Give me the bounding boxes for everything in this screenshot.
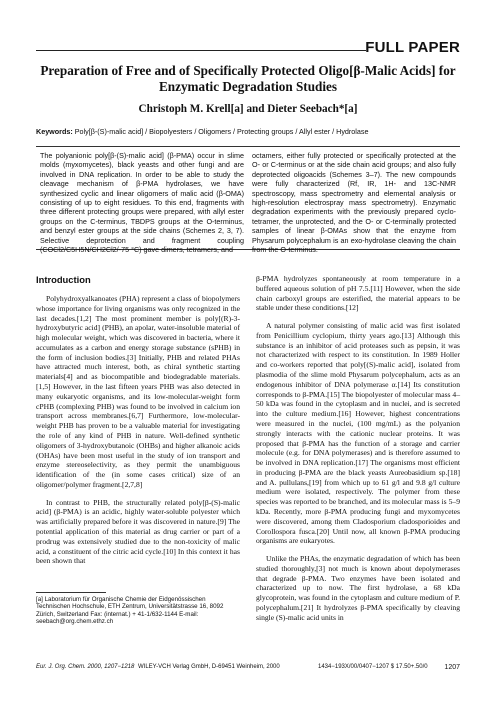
section-label: FULL PAPER: [365, 39, 460, 56]
abstract-right: octamers, either fully protected or specifically protected at the O- or C-terminus or at the side chain acid groups; and also fully deprotected oligoacids (Schemes 3–7). The new compounds were fully characterized (Rf, IR, 1H- and 13C-NMR spectroscopy, mass spectrometry and elemental analysis or high-resolution electrospray mass spectrometry). Enzymatic degradation experiments with the previously prepared cyclo-tetramer, the unprotected, and the O- or C-terminally protected samples of linear β-OMAs show that the enzyme from Physarum polycephalum is an exo-hydrolase cleaving the chain from the O-terminus.: [252, 151, 456, 255]
issn: 1434−193X/00/0407−1207 $ 17.50+.50/0: [318, 664, 428, 670]
abstract-left: The polyanionic poly[β-(S)-malic acid] (β-PMA) occur in slime molds (myxomycetes), black yeasts and other fungi and are involved in DNA replication. In order to be able to study the cleavage mechanism of β-PMA hydrolases, we have synthesized cyclic and linear oligomers of malic acid (β-OMA) consisting of up to eight residues. To this end, fragments with three different protecting groups were prepared, with allyl ester groups on the C-terminus, TBDPS groups at the O-terminus, and benzyl ester groups at the side chains (Schemes 2, 3, 7). Selective deprotection and fragment coupling (COCl2/C5H5N/CH2Cl2/-75 °C) gave dimers, tetramers, and: [40, 151, 244, 255]
paragraph: In contrast to PHB, the structurally related poly[β-(S)-malic acid] (β-PMA) is an acidic, highly water-soluble polyester which was artificially prepared before it was discovered in nature.[9] The potential application of this material as drug carrier or part of a prodrug was extensively studied due to the non-toxicity of malic acid, a constituent of the citric acid cycle.[10] In this context it has been shown that: [36, 497, 240, 566]
page-number: 1207: [444, 664, 460, 671]
header-rule: [36, 50, 366, 51]
body-column-right: [256, 274, 460, 623]
keywords-text: Poly[β-(S)-malic acid] / Biopolyesters / Oligomers / Protecting groups / Allyl ester / Hydrolase: [74, 127, 369, 136]
footnote-rule: [36, 592, 106, 593]
paragraph: A natural polymer consisting of malic acid was first isolated from Penicillium cyclopium, thirty years ago.[13] Although this substance is an inhibitor of acid proteases such as pepsin, it was not characterized with respect to its constitution. In 1989 Holler and co-workers reported that poly[(S)-malic acid], isolated from plasmodia of the slime mold Physarum polycephalum, acts as an endogenous inhibitor of DNA polymerase α.[14] Its constitution corresponds to β-PMA.[15] The biopolyester of molecular mass 4–50 kDa was found in the cytoplasm and in nuclei, and is secreted into the culture medium.[16] However, highest concentrations were measured in the nuclei, (100 mg/mL) as the polyanion strongly interacts with the cationic nuclear proteins. It was proposed that β-PMA has the function of a storage and carrier molecule (e.g. for DNA polymerases) and is therefore assumed to be involved in DNA replication.[17] The organisms most efficient in producing β-PMA are the black yeasts Aureobasidium sp.[18] and A. pullulans,[19] from which up to 61 g/l and 9.8 g/l culture medium were isolated, respectively. The polymer from these species was reported to be branched, and its molecular mass is 5–9 kDa. Recently, more β-PMA producing fungi and myxomycetes were discovered, among them Cladosporium cladosporioides and Corollospora fusca.[20] Until now, all known β-PMA producing organisms are eukaryotes.: [256, 321, 460, 546]
affiliation-footnote: [a] Laboratorium für Organische Chemie der Eidgenössischen Technischen Hochschule, ETH Zentrum, Universitätstrasse 16, 8092 Zürich, Switzerland Fax: (internat.) + 41-1/632-1144 E-mail: seebach@org.chem.ethz.ch: [36, 596, 224, 626]
keywords: [36, 127, 460, 136]
publisher: WILEY-VCH Verlag GmbH, D-69451 Weinheim, 2000: [138, 664, 280, 670]
journal-citation: Eur. J. Org. Chem. 2000, 1207−1218: [36, 664, 135, 670]
authors: Christoph M. Krell[a] and Dieter Seebach*[a]: [138, 103, 358, 115]
paragraph: Unlike the PHAs, the enzymatic degradation of which has been studied thoroughly,[3] not much is known about depolymerases that degrade β-PMA. Two enzymes have been isolated and characterized up to now. The first hydrolase, a 68 kDa glycoprotein, was found in the cytoplasm and culture medium of P. polycephalum.[21] It hydrolyzes β-PMA specifically by cleaving single (S)-malic acid units in: [256, 554, 460, 622]
section-heading: Introduction: [36, 274, 91, 285]
keywords-label: Keywords:: [36, 127, 73, 136]
paragraph: Polyhydroxyalkanoates (PHA) represent a class of biopolymers whose importance for living organisms was only recognized in the last decades.[1,2] The most prominent member is poly[(R)-3-hydroxybutyric acid] (PHB), an apolar, water-insoluble material of high molecular weight, which was discovered in bacteria, where it accumulates as a carbon and energy storage substance (sPHB) in the form of inclusion bodies.[3] Initially, PHB and related PHAs have attracted much interest, both, as chiral synthetic starting materials[4] and as biocompatible and biodegradable materials.[1,5] However, in the last fifteen years PHB was also detected in many eukaryotic organisms, and its low-molecular-weight form cPHB (complexing PHB) was found to be involved in calcium ion transport across membranes.[6,7] Furthermore, low-molecular-weight PHB has proven to be a valuable material for investigating the role of any kind of PHB in nature. Well-defined synthetic oligomers of 3-hydroxybutanoic (OHBs) and higher alkanoic acids (OHAs) have been most useful in the study of ion transport and enzyme stereoselectivity, as they permit the unambiguous identification of the (in some cases critical) size of an oligomer/polymer fragment.[2,7,8]: [36, 294, 240, 489]
paragraph: β-PMA hydrolyzes spontaneously at room temperature in a buffered aqueous solution of pH 7.5.[11] However, when the side chain carboxyl groups are esterified, the material appears to be stable under these conditions.[12]: [256, 274, 460, 313]
paper-title: Preparation of Free and of Specifically Protected Oligo[β-Malic Acids] for Enzymatic Degradation Studies: [40, 63, 456, 94]
body-column-left: [36, 294, 240, 566]
